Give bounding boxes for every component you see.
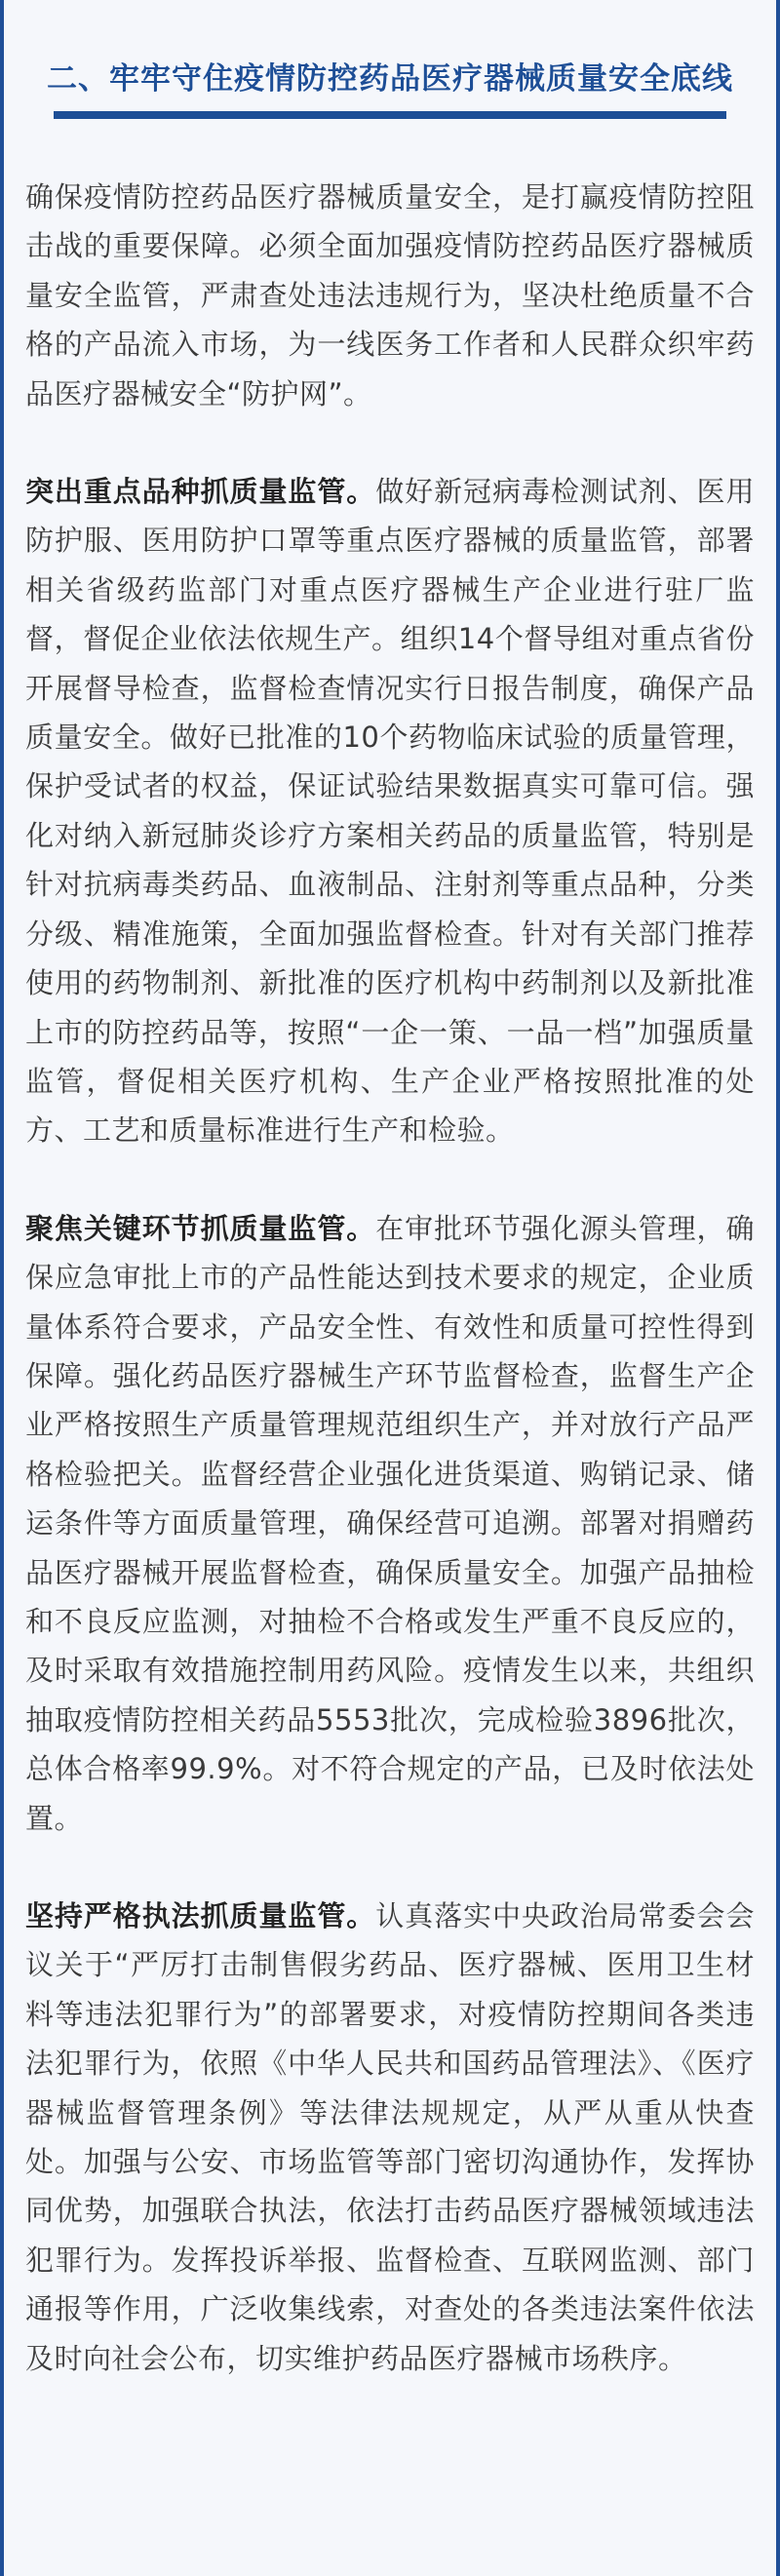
title-underline xyxy=(54,111,726,119)
section-title: 二、牢牢守住疫情防控药品医疗器械质量安全底线 xyxy=(47,61,733,97)
paragraph-intro xyxy=(25,173,755,418)
paragraph-key-links xyxy=(25,1204,755,1843)
paragraph-key-varieties xyxy=(25,467,755,1155)
paragraph-text: 确保疫情防控药品医疗器械质量安全，是打赢疫情防控阻击战的重要保障。必须全面加强疫情防控药品医疗器械质量安全监管，严肃查处违法违规行为，坚决杜绝质量不合格的产品流入市场，为一线医务工作者和人民群众织牢药品医疗器械安全“防护网”。 xyxy=(25,180,755,410)
paragraph-lead: 突出重点品种抓质量监管。 xyxy=(25,475,376,509)
article-body xyxy=(4,119,776,2383)
paragraph-law-enforcement xyxy=(25,1892,755,2383)
paragraph-lead: 聚焦关键环节抓质量监管。 xyxy=(25,1211,376,1245)
paragraph-text: 做好新冠病毒检测试剂、医用防护服、医用防护口罩等重点医疗器械的质量监管，部署相关省级药监部门对重点医疗器械生产企业进行驻厂监督，督促企业依法依规生产。组织14个督导组对重点省份开展督导检查，监督检查情况实行日报告制度，确保产品质量安全。做好已批准的10个药物临床试验的质量管理，保护受试者的权益，保证试验结果数据真实可靠可信。强化对纳入新冠肺炎诊疗方案相关药品的质量监管，特别是针对抗病毒类药品、血液制品、注射剂等重点品种，分类分级、精准施策，全面加强监督检查。针对有关部门推荐使用的药物制剂、新批准的医疗机构中药制剂以及新批准上市的防控药品等，按照“一企一策、一品一档”加强质量监管，督促相关医疗机构、生产企业严格按照批准的处方、工艺和质量标准进行生产和检验。 xyxy=(25,475,755,1148)
paragraph-text: 在审批环节强化源头管理，确保应急审批上市的产品性能达到技术要求的规定，企业质量体系符合要求，产品安全性、有效性和质量可控性得到保障。强化药品医疗器械生产环节监督检查，监督生产企业严格按照生产质量管理规范组织生产，并对放行产品严格检验把关。监督经营企业强化进货渠道、购销记录、储运条件等方面质量管理，确保经营可追溯。部署对捐赠药品医疗器械开展监督检查，确保质量安全。加强产品抽检和不良反应监测，对抽检不合格或发生严重不良反应的，及时采取有效措施控制用药风险。疫情发生以来，共组织抽取疫情防控相关药品5553批次，完成检验3896批次，总体合格率99.9%。对不符合规定的产品，已及时依法处置。 xyxy=(25,1211,755,1835)
section-header xyxy=(4,0,776,119)
paragraph-lead: 坚持严格执法抓质量监管。 xyxy=(25,1899,376,1932)
paragraph-text: 认真落实中央政治局常委会会议关于“严厉打击制售假劣药品、医疗器械、医用卫生材料等违法犯罪行为”的部署要求，对疫情防控期间各类违法犯罪行为，依照《中华人民共和国药品管理法》、《医疗器械监督管理条例》等法律法规规定，从严从重从快查处。加强与公安、市场监管等部门密切沟通协作，发挥协同优势，加强联合执法，依法打击药品医疗器械领域违法犯罪行为。发挥投诉举报、监督检查、互联网监测、部门通报等作用，广泛收集线索，对查处的各类违法案件依法及时向社会公布，切实维护药品医疗器械市场秩序。 xyxy=(25,1899,755,2375)
